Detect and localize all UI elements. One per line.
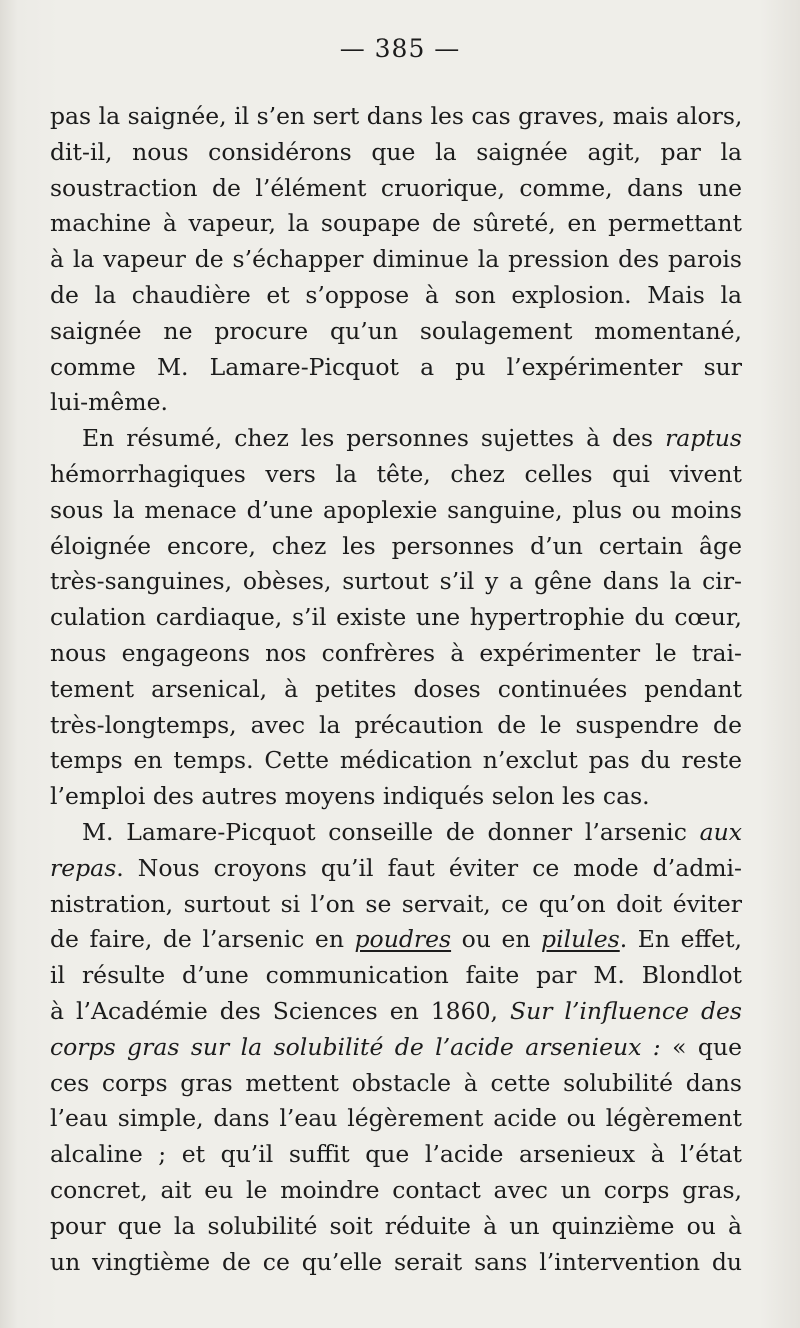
text-line	[50, 564, 742, 600]
text-line	[50, 529, 742, 565]
text-line	[50, 958, 742, 994]
text-line	[50, 600, 742, 636]
text-line	[50, 350, 742, 386]
text-run: dit-il, nous considérons que la saignée agit, par la	[50, 137, 742, 166]
text-line	[50, 922, 742, 958]
text-line	[50, 779, 742, 815]
text-run: temps en temps. Cette médication n’exclut pas du reste	[50, 746, 742, 775]
text-line	[50, 1245, 742, 1281]
italic-text-run: Sur l’influence des	[509, 996, 742, 1025]
text-line	[50, 385, 742, 421]
page-number: — 385 —	[339, 34, 461, 63]
text-run: très-longtemps, avec la précaution de le suspendre de	[50, 710, 742, 739]
text-line	[50, 1137, 742, 1173]
text-run: il résulte d’une communication faite par M. Blondlot	[50, 961, 742, 990]
text-run: . Nous croyons qu’il faut éviter ce mode d’admi-	[116, 853, 742, 882]
text-run: nous engageons nos confrères à expérimenter le trai-	[50, 638, 742, 667]
text-line	[50, 457, 742, 493]
text-run: En résumé, chez les personnes sujettes à des	[82, 424, 666, 453]
text-line	[50, 206, 742, 242]
text-run: lui-même.	[50, 388, 168, 417]
text-line	[50, 743, 742, 779]
text-run: l’eau simple, dans l’eau légèrement acide ou légèrement	[50, 1104, 742, 1133]
text-line	[50, 421, 742, 457]
text-line	[50, 135, 742, 171]
text-run: de la chaudière et s’oppose à son explosion. Mais la	[50, 280, 742, 309]
text-run: alcaline ; et qu’il suffit que l’acide arsenieux à l’état	[50, 1140, 742, 1169]
text-line	[50, 636, 742, 672]
text-run: comme M. Lamare-Picquot a pu l’expérimenter sur	[50, 352, 742, 381]
italic-text-run: poudres	[354, 925, 452, 954]
text-run: saignée ne procure qu’un soulagement momentané,	[50, 316, 742, 345]
text-run: M. Lamare-Picquot conseille de donner l’arsenic	[82, 817, 700, 846]
text-line	[50, 493, 742, 529]
text-run: ces corps gras mettent obstacle à cette solubilité dans	[50, 1068, 742, 1097]
text-run: un vingtième de ce qu’elle serait sans l’intervention du	[50, 1247, 742, 1276]
italic-text-run: aux	[699, 817, 742, 846]
italic-text-run: corps gras sur la solubilité de l’acide arsenieux :	[50, 1032, 661, 1061]
text-run: de faire, de l’arsenic en	[50, 925, 355, 954]
text-run: sous la menace d’une apoplexie sanguine, plus ou moins	[50, 495, 742, 524]
text-run: pour que la solubilité soit réduite à un quinzième ou à	[50, 1211, 742, 1240]
text-line	[50, 278, 742, 314]
text-run: hémorrhagiques vers la tête, chez celles qui vivent	[50, 459, 742, 488]
text-line	[50, 242, 742, 278]
text-run: ou en	[451, 925, 542, 954]
text-run: . En effet,	[619, 925, 742, 954]
text-run: concret, ait eu le moindre contact avec un corps gras,	[50, 1175, 742, 1204]
italic-text-run: repas	[50, 853, 117, 882]
text-line	[50, 708, 742, 744]
text-line	[50, 1066, 742, 1102]
text-run: pas la saignée, il s’en sert dans les cas graves, mais alors,	[50, 102, 743, 130]
text-run: à la vapeur de s’échapper diminue la pression des parois	[50, 245, 742, 274]
text-line	[50, 1209, 742, 1245]
text-line	[50, 851, 742, 887]
text-run: l’emploi des autres moyens indiqués selon les cas.	[50, 782, 650, 811]
text-run: « que	[660, 1032, 742, 1061]
text-line	[50, 1173, 742, 1209]
text-run: soustraction de l’élément cruorique, comme, dans une	[50, 173, 742, 202]
body-text	[50, 99, 742, 1280]
text-line	[50, 171, 742, 207]
text-line	[50, 1030, 742, 1066]
text-line	[50, 815, 742, 851]
text-line	[50, 1101, 742, 1137]
text-line	[50, 99, 742, 135]
text-run: très-sanguines, obèses, surtout s’il y a gêne dans la cir-	[50, 567, 742, 596]
text-line	[50, 314, 742, 350]
text-line	[50, 672, 742, 708]
text-line	[50, 887, 742, 923]
italic-text-run: raptus	[665, 424, 742, 453]
text-line	[50, 994, 742, 1030]
text-run: tement arsenical, à petites doses continuées pendant	[50, 674, 742, 703]
text-run: éloignée encore, chez les personnes d’un certain âge	[50, 531, 742, 560]
text-run: machine à vapeur, la soupape de sûreté, en permettant	[50, 209, 742, 238]
italic-text-run: pilules	[541, 925, 620, 954]
text-run: culation cardiaque, s’il existe une hypertrophie du cœur,	[50, 603, 742, 632]
text-run: nistration, surtout si l’on se servait, ce qu’on doit éviter	[50, 889, 742, 918]
text-run: à l’Académie des Sciences en 1860,	[50, 996, 510, 1025]
